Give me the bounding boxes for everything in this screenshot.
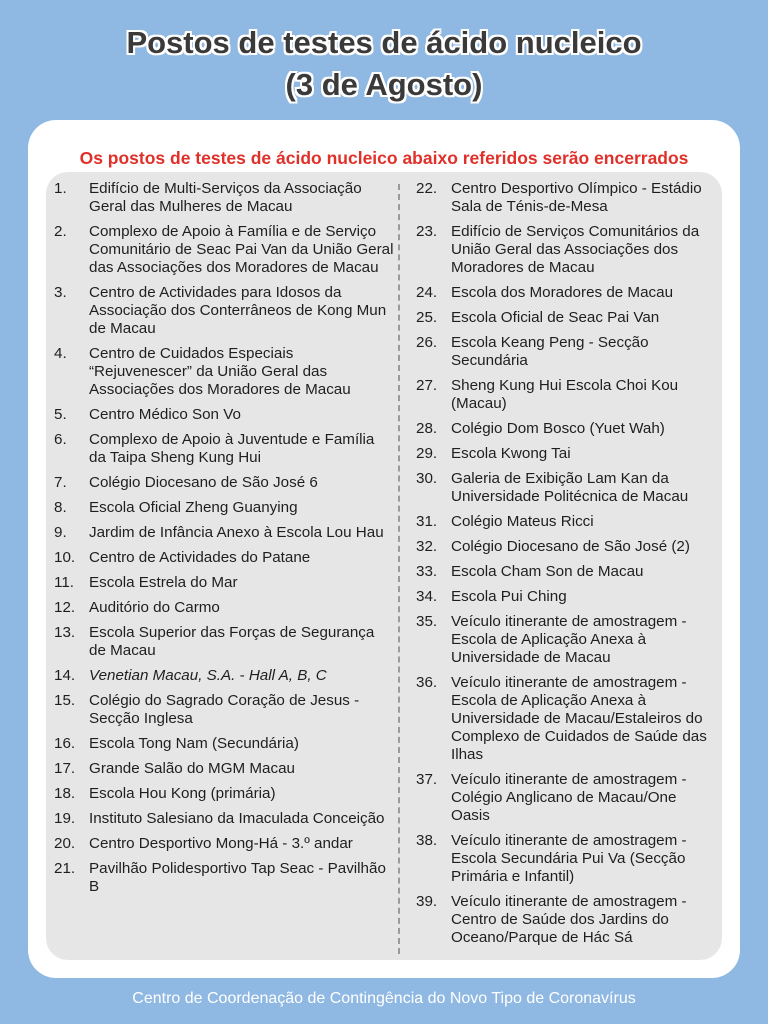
list-item bbox=[416, 674, 716, 764]
list-item bbox=[54, 692, 394, 728]
item-number: 20. bbox=[54, 835, 76, 852]
item-number: 21. bbox=[54, 860, 76, 877]
list-item bbox=[54, 760, 394, 778]
list-item bbox=[54, 524, 394, 542]
title-line-1: Postos de testes de ácido nucleico bbox=[126, 25, 642, 60]
item-text: Jardim de Infância Anexo à Escola Lou Hau bbox=[89, 524, 384, 541]
item-text: Escola Tong Nam (Secundária) bbox=[89, 735, 299, 752]
item-number: 5. bbox=[54, 406, 67, 423]
item-number: 34. bbox=[416, 588, 438, 605]
item-text: Centro de Actividades do Patane bbox=[89, 549, 311, 566]
item-text: Complexo de Apoio à Juventude e Família da Taipa Sheng Kung Hui bbox=[89, 431, 375, 466]
item-number: 1. bbox=[54, 180, 67, 197]
item-text: Colégio Diocesano de São José 6 bbox=[89, 474, 318, 491]
item-number: 33. bbox=[416, 563, 438, 580]
item-number: 12. bbox=[54, 599, 76, 616]
list-item bbox=[416, 832, 716, 886]
item-number: 37. bbox=[416, 771, 438, 788]
list-item bbox=[54, 406, 394, 424]
item-number: 18. bbox=[54, 785, 76, 802]
item-text: Colégio Dom Bosco (Yuet Wah) bbox=[451, 420, 665, 437]
item-text: Centro Desportivo Olímpico - Estádio Sala de Ténis-de-Mesa bbox=[451, 180, 702, 215]
list-item bbox=[54, 549, 394, 567]
item-text: Galeria de Exibição Lam Kan da Universidade Politécnica de Macau bbox=[451, 470, 689, 505]
content-card bbox=[28, 120, 740, 978]
item-text: Instituto Salesiano da Imaculada Conceição bbox=[89, 810, 385, 827]
item-text: Centro de Actividades para Idosos da Associação dos Conterrâneos de Kong Mun de Macau bbox=[89, 284, 387, 337]
item-number: 3. bbox=[54, 284, 67, 301]
right-column bbox=[416, 180, 716, 954]
list-item bbox=[416, 180, 716, 216]
list-item bbox=[416, 377, 716, 413]
item-number: 28. bbox=[416, 420, 438, 437]
left-column bbox=[54, 180, 394, 903]
item-text: Sheng Kung Hui Escola Choi Kou (Macau) bbox=[451, 377, 679, 412]
list-item bbox=[416, 538, 716, 556]
item-number: 10. bbox=[54, 549, 76, 566]
item-number: 24. bbox=[416, 284, 438, 301]
list-item bbox=[416, 284, 716, 302]
item-number: 35. bbox=[416, 613, 438, 630]
item-text: Veículo itinerante de amostragem - Escola de Aplicação Anexa à Universidade de Macau/Estaleiros do Complexo de Cuidados de Saúde das Ilhas bbox=[451, 674, 707, 763]
item-number: 2. bbox=[54, 223, 67, 240]
item-text: Grande Salão do MGM Macau bbox=[89, 760, 295, 777]
title-line-2: (3 de Agosto) bbox=[285, 67, 483, 102]
item-text: Escola Superior das Forças de Segurança de Macau bbox=[89, 624, 375, 659]
item-text: Escola Keang Peng - Secção Secundária bbox=[451, 334, 649, 369]
item-number: 8. bbox=[54, 499, 67, 516]
item-number: 38. bbox=[416, 832, 438, 849]
item-text: Centro Médico Son Vo bbox=[89, 406, 241, 423]
list-item bbox=[54, 785, 394, 803]
item-text: Escola Oficial de Seac Pai Van bbox=[451, 309, 660, 326]
list-item bbox=[54, 499, 394, 517]
column-divider bbox=[398, 184, 400, 954]
list-item bbox=[416, 893, 716, 947]
list-item bbox=[54, 574, 394, 592]
list-item bbox=[54, 180, 394, 216]
item-number: 9. bbox=[54, 524, 67, 541]
list-item bbox=[54, 735, 394, 753]
item-text: Centro de Cuidados Especiais “Rejuvenescer” da União Geral das Associações dos Moradores de Macau bbox=[89, 345, 351, 398]
item-number: 13. bbox=[54, 624, 76, 641]
item-number: 29. bbox=[416, 445, 438, 462]
item-text: Auditório do Carmo bbox=[89, 599, 220, 616]
item-text: Edifício de Serviços Comunitários da União Geral das Associações dos Moradores de Macau bbox=[451, 223, 700, 276]
item-number: 11. bbox=[54, 574, 74, 591]
list-item bbox=[416, 223, 716, 277]
item-number: 26. bbox=[416, 334, 438, 351]
item-number: 27. bbox=[416, 377, 438, 394]
list-item bbox=[54, 835, 394, 853]
item-text: Venetian Macau, S.A. - Hall A, B, C bbox=[89, 667, 327, 684]
item-number: 25. bbox=[416, 309, 438, 326]
list-item bbox=[54, 624, 394, 660]
list-item bbox=[54, 223, 394, 277]
item-text: Veículo itinerante de amostragem - Colégio Anglicano de Macau/One Oasis bbox=[451, 771, 687, 824]
item-number: 23. bbox=[416, 223, 438, 240]
list-item bbox=[54, 284, 394, 338]
item-text: Colégio Mateus Ricci bbox=[451, 513, 594, 530]
list-item bbox=[54, 860, 394, 896]
item-number: 7. bbox=[54, 474, 67, 491]
page-title bbox=[0, 22, 768, 106]
item-number: 22. bbox=[416, 180, 438, 197]
item-text: Edifício de Multi-Serviços da Associação Geral das Mulheres de Macau bbox=[89, 180, 362, 215]
sites-panel bbox=[46, 172, 722, 960]
list-item bbox=[54, 599, 394, 617]
item-text: Escola Kwong Tai bbox=[451, 445, 571, 462]
item-number: 32. bbox=[416, 538, 438, 555]
list-item bbox=[416, 470, 716, 506]
item-number: 15. bbox=[54, 692, 76, 709]
list-item bbox=[54, 431, 394, 467]
item-number: 31. bbox=[416, 513, 438, 530]
list-item bbox=[416, 613, 716, 667]
item-number: 4. bbox=[54, 345, 67, 362]
item-text: Escola Estrela do Mar bbox=[89, 574, 238, 591]
item-number: 30. bbox=[416, 470, 438, 487]
item-number: 6. bbox=[54, 431, 67, 448]
item-text: Escola dos Moradores de Macau bbox=[451, 284, 674, 301]
footer-text: Centro de Coordenação de Contingência do Novo Tipo de Coronavírus bbox=[132, 990, 636, 1007]
item-text: Colégio do Sagrado Coração de Jesus - Secção Inglesa bbox=[89, 692, 360, 727]
item-text: Pavilhão Polidesportivo Tap Seac - Pavilhão B bbox=[89, 860, 386, 895]
closure-notice: Os postos de testes de ácido nucleico abaixo referidos serão encerrados bbox=[79, 148, 689, 168]
item-text: Centro Desportivo Mong-Há - 3.º andar bbox=[89, 835, 353, 852]
item-number: 16. bbox=[54, 735, 76, 752]
item-text: Escola Cham Son de Macau bbox=[451, 563, 644, 580]
item-number: 19. bbox=[54, 810, 76, 827]
list-item bbox=[416, 588, 716, 606]
item-text: Escola Pui Ching bbox=[451, 588, 567, 605]
list-item bbox=[416, 309, 716, 327]
list-item bbox=[54, 667, 394, 685]
item-text: Complexo de Apoio à Família e de Serviço Comunitário de Seac Pai Van da União Geral das Associações dos Moradores de Macau bbox=[89, 223, 394, 276]
item-text: Veículo itinerante de amostragem - Centro de Saúde dos Jardins do Oceano/Parque de Hác Sá bbox=[451, 893, 687, 946]
list-item bbox=[416, 513, 716, 531]
item-number: 14. bbox=[54, 667, 76, 684]
list-item bbox=[416, 771, 716, 825]
item-text: Escola Oficial Zheng Guanying bbox=[89, 499, 298, 516]
item-text: Escola Hou Kong (primária) bbox=[89, 785, 276, 802]
item-text: Colégio Diocesano de São José (2) bbox=[451, 538, 690, 555]
item-text: Veículo itinerante de amostragem - Escola Secundária Pui Va (Secção Primária e Infantil) bbox=[451, 832, 687, 885]
list-item bbox=[416, 334, 716, 370]
list-item bbox=[54, 474, 394, 492]
item-number: 36. bbox=[416, 674, 438, 691]
item-number: 39. bbox=[416, 893, 438, 910]
item-text: Veículo itinerante de amostragem - Escola de Aplicação Anexa à Universidade de Macau bbox=[451, 613, 687, 666]
list-item bbox=[54, 810, 394, 828]
item-number: 17. bbox=[54, 760, 76, 777]
list-item bbox=[416, 563, 716, 581]
list-item bbox=[416, 445, 716, 463]
list-item bbox=[54, 345, 394, 399]
list-item bbox=[416, 420, 716, 438]
